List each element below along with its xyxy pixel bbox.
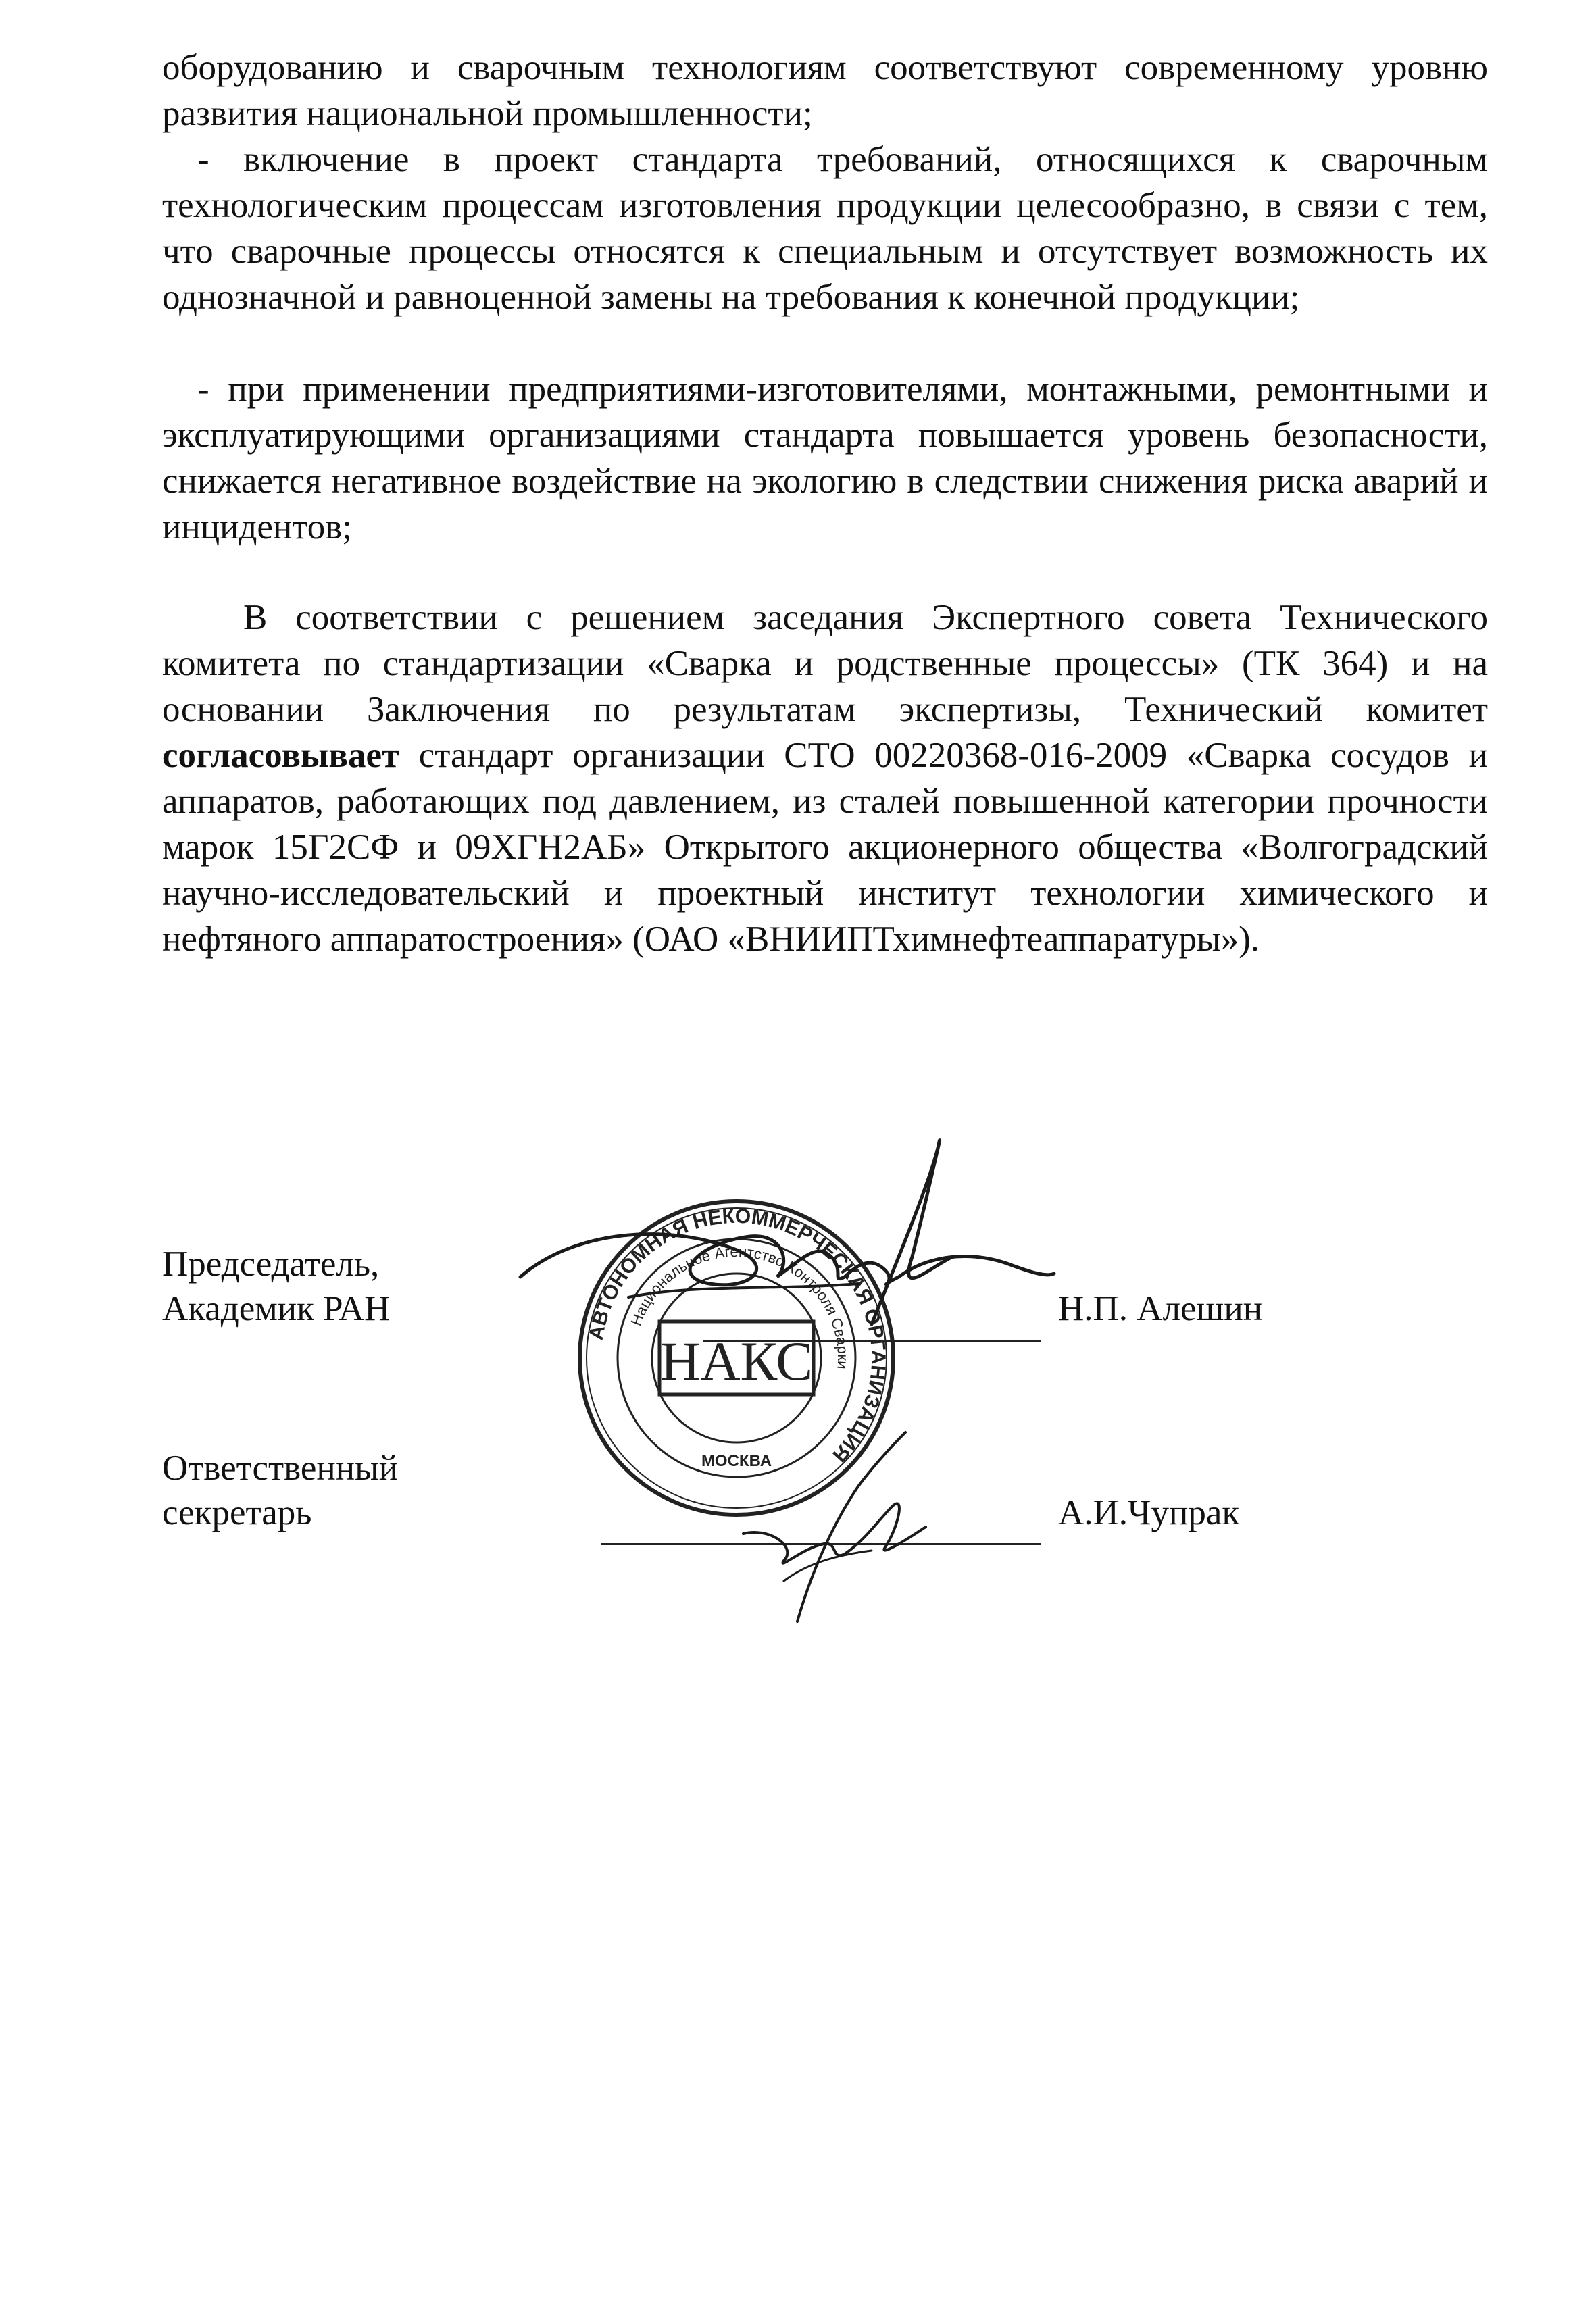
paragraph-item-safety: - при применении предприятиями-изготовителями, монтажными, ремонтными и эксплуатирующими организациями стандарта повышается уровень безопасности, снижается негативное воздействие на экологию в следствии снижения риска аварий и инцидентов; <box>162 370 1488 547</box>
paragraph-approval <box>162 595 1488 962</box>
paragraph-intro: оборудованию и сварочным технологиям соответствуют современному уровню развития национальной промышленности; <box>162 48 1488 133</box>
chairman-title <box>162 1242 390 1331</box>
approval-keyword: согласовывает <box>162 736 400 775</box>
seal-city-text: МОСКВА <box>701 1452 772 1470</box>
approval-text-start: В соответствии с решением заседания Экспертного совета Технического комитета по стандартизации «Сварка и родственные процессы» (ТК 364) и на основании Заключения по результатам экспертизы, Технический комитет <box>162 598 1488 729</box>
chairman-title-line1: Председатель, <box>162 1244 380 1284</box>
paragraph-item-welding-requirements: - включение в проект стандарта требований, относящихся к сварочным технологическим процессам изготовления продукции целесообразно, в связи с тем, что сварочные процессы относятся к специальным и отсутствует возможность их однозначной и равноценной замены на требования к конечной продукции; <box>162 140 1488 317</box>
seal-center-text: НАКС <box>660 1330 813 1392</box>
approval-text-end: стандарт организации СТО 00220368-016-2009 «Сварка сосудов и аппаратов, работающих под давлением, из сталей повышенной категории прочности марок 15Г2СФ и 09ХГН2АБ» Открытого акционерного общества «Волгоградский научно-исследовательский и проектный институт технологии химического и нефтяного аппаратостроения» (ОАО «ВНИИПТхимнефтеаппаратуры»). <box>162 736 1488 959</box>
secretary-title-line1: Ответственный <box>162 1449 399 1488</box>
secretary-name: А.И.Чупрак <box>1058 1493 1240 1532</box>
chairman-title-line2: Академик РАН <box>162 1289 391 1328</box>
seal-inner-text: Национальное Агентство Контроля Сварки <box>627 1242 852 1370</box>
secretary-title-line2: секретарь <box>162 1493 312 1532</box>
chairman-handwritten-signature <box>493 1122 1088 1378</box>
secretary-handwritten-signature <box>703 1426 1041 1628</box>
seal-outer-text: АВТОНОМНАЯ НЕКОММЕРЧЕСКАЯ ОРГАНИЗАЦИЯ <box>584 1205 890 1467</box>
secretary-title <box>162 1446 398 1535</box>
chairman-name: Н.П. Алешин <box>1058 1289 1263 1328</box>
